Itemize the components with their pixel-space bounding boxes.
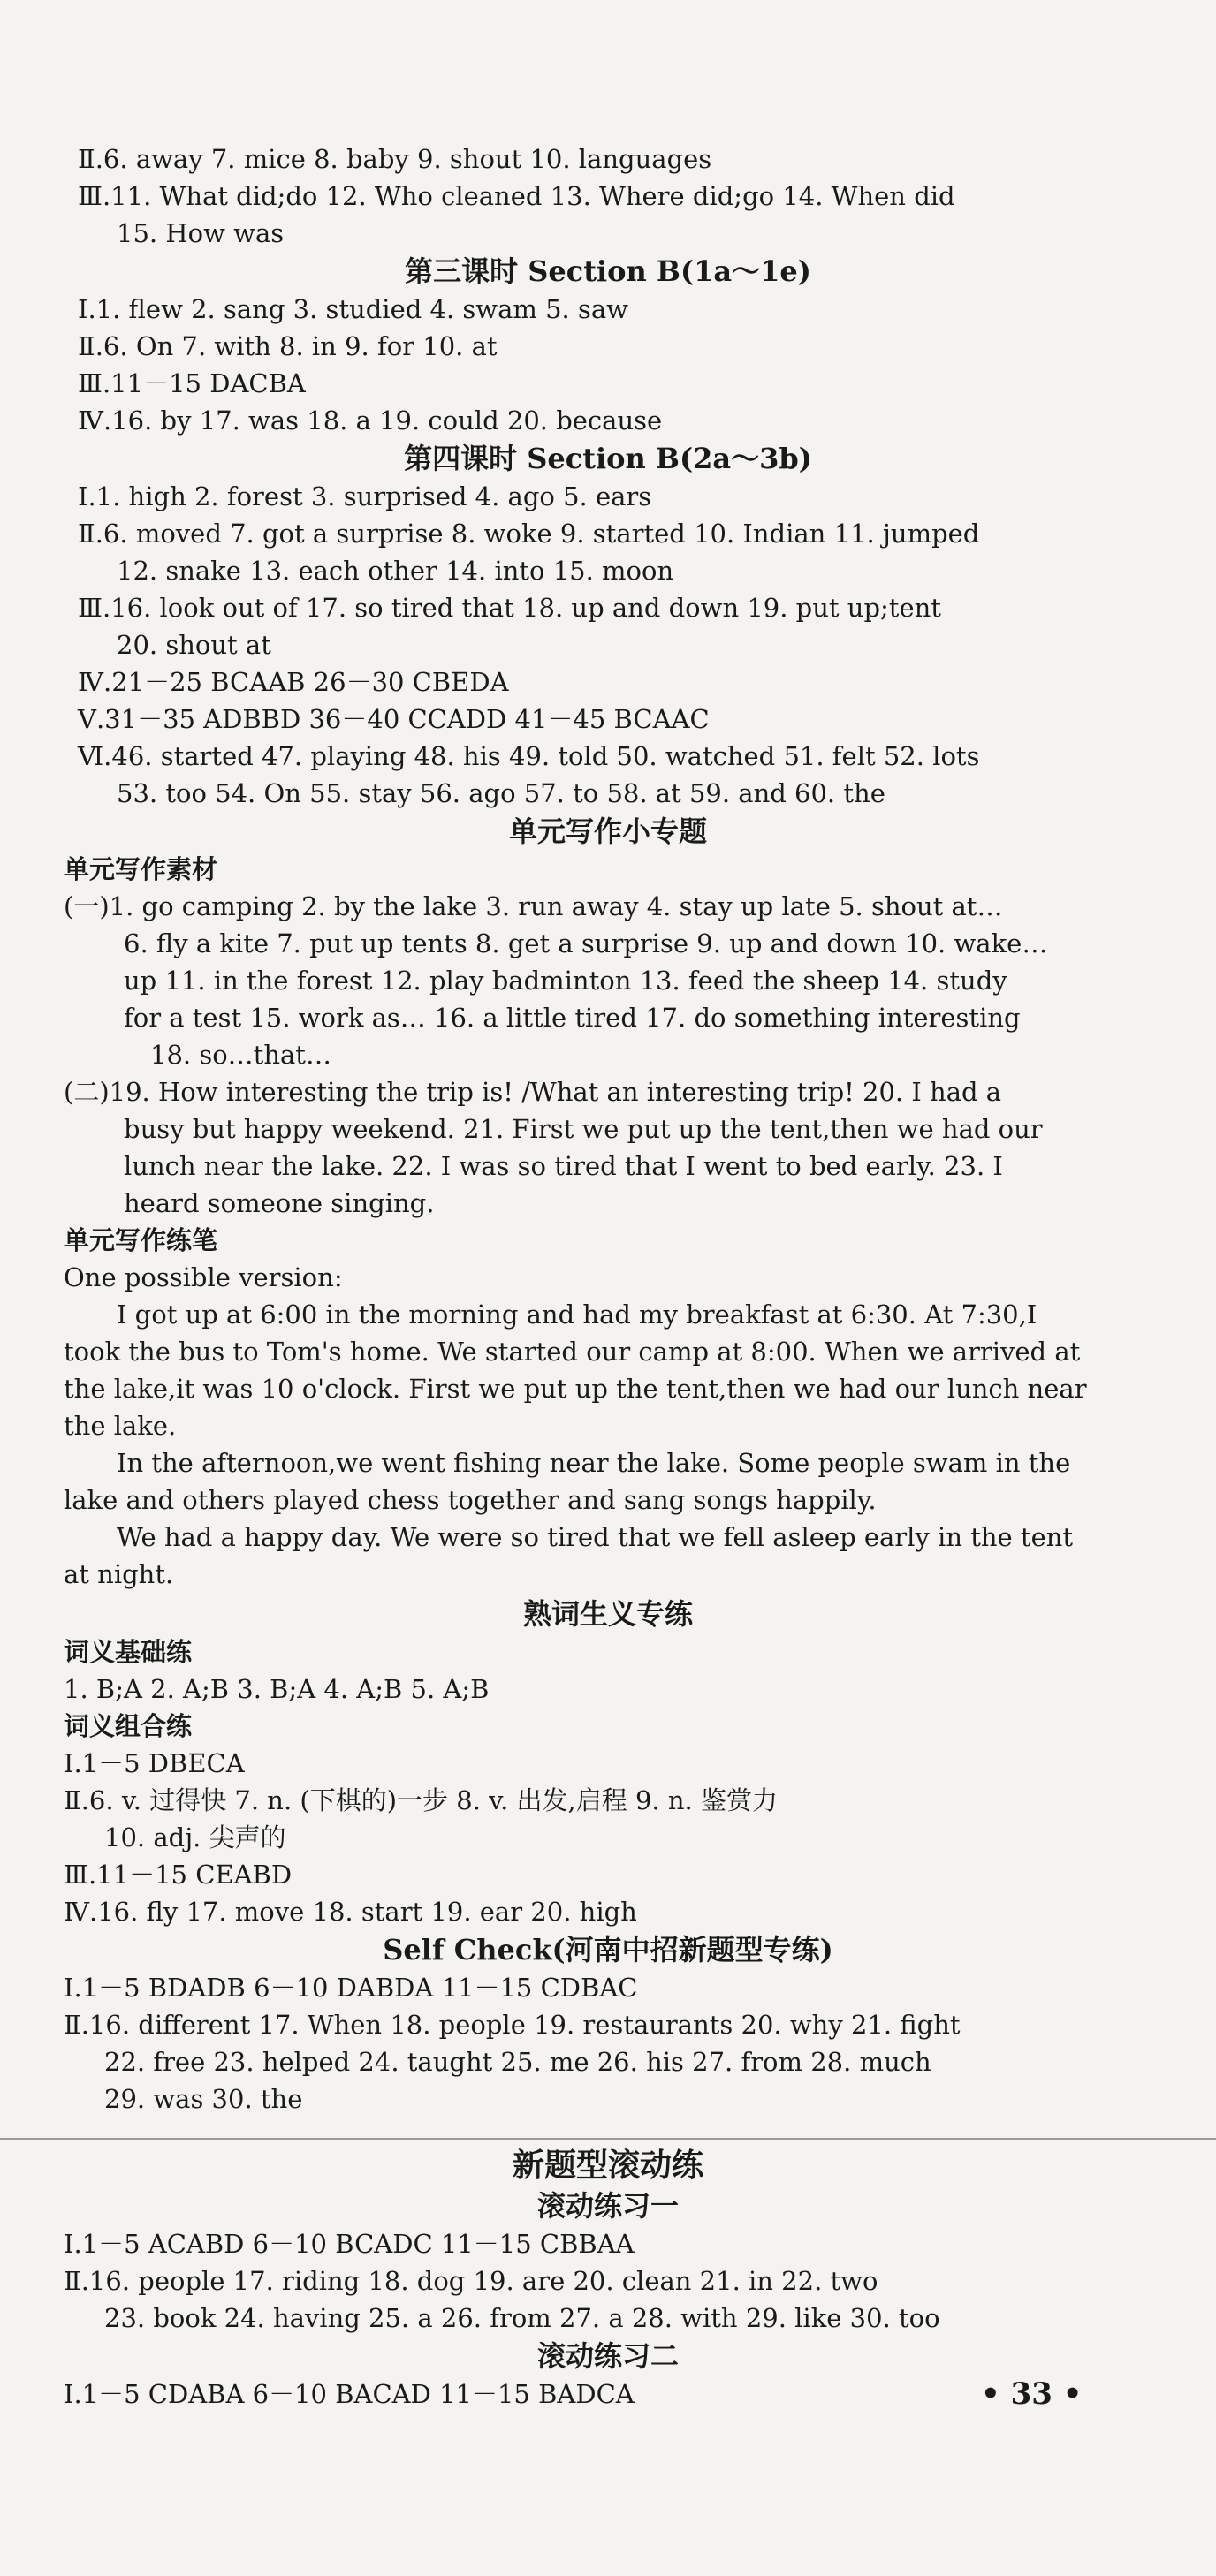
essay-line: at night. — [64, 1559, 174, 1589]
essay-line: the lake,it was 10 o'clock. First we put up the tent,then we had our lunch near — [64, 1374, 1087, 1404]
section-heading: Self Check(河南中招新题型专练) — [383, 1933, 833, 1966]
section-heading: 单元写作小专题 — [508, 814, 707, 848]
answer-line: 29. was 30. the — [104, 2084, 303, 2114]
answer-line: Ⅱ.16. different 17. When 18. people 19. restaurants 20. why 21. fight — [64, 2010, 961, 2040]
answer-line: 20. shout at — [117, 630, 271, 660]
answer-line: (二)19. How interesting the trip is! /What an interesting trip! 20. I had a — [64, 1077, 1002, 1107]
answer-line: (一)1. go camping 2. by the lake 3. run away 4. stay up late 5. shout at… — [64, 891, 1003, 921]
answer-line: Ⅱ.6. moved 7. got a surprise 8. woke 9. started 10. Indian 11. jumped — [78, 519, 980, 549]
answer-line: Ⅲ.11－15 DACBA — [78, 368, 306, 398]
answer-line: Ⅱ.16. people 17. riding 18. dog 19. are 20. clean 21. in 22. two — [64, 2266, 878, 2296]
section-heading: 新题型滚动练 — [512, 2147, 703, 2184]
subsection-heading: 词义基础练 — [64, 1637, 193, 1667]
answer-line: Ⅲ.16. look out of 17. so tired that 18. up and down 19. put up;tent — [78, 593, 941, 623]
essay-line: lake and others played chess together and sang songs happily. — [64, 1485, 877, 1515]
answer-line: Ⅰ.1－5 DBECA — [64, 1748, 245, 1778]
answer-line: heard someone singing. — [124, 1188, 435, 1218]
subsection-heading: 单元写作练笔 — [64, 1225, 218, 1255]
section-heading: 第三课时 Section B(1a～1e) — [405, 254, 811, 288]
answer-line: Ⅰ.1－5 CDABA 6－10 BACAD 11－15 BADCA — [64, 2379, 635, 2409]
answer-line: Ⅱ.6. away 7. mice 8. baby 9. shout 10. languages — [78, 144, 712, 174]
essay-line: In the afternoon,we went fishing near the lake. Some people swam in the — [117, 1448, 1071, 1478]
answer-line: Ⅵ.46. started 47. playing 48. his 49. told 50. watched 51. felt 52. lots — [78, 741, 980, 771]
section-heading: 熟词生义专练 — [522, 1597, 693, 1631]
answer-line: 15. How was — [117, 218, 285, 248]
section-heading: 滚动练习二 — [536, 2339, 679, 2373]
answer-line: Ⅳ.21－25 BCAAB 26－30 CBEDA — [78, 667, 509, 697]
answer-line: Ⅰ.1－5 BDADB 6－10 DABDA 11－15 CDBAC — [64, 1973, 638, 2003]
essay-line: I got up at 6:00 in the morning and had my breakfast at 6:30. At 7:30,I — [117, 1299, 1037, 1330]
answer-line: Ⅰ.1－5 ACABD 6－10 BCADC 11－15 CBBAA — [64, 2229, 635, 2259]
answer-line: Ⅰ.1. flew 2. sang 3. studied 4. swam 5. saw — [78, 294, 628, 324]
answer-line: 10. adj. 尖声的 — [104, 1822, 286, 1852]
essay-line: We had a happy day. We were so tired that we fell asleep early in the tent — [117, 1522, 1074, 1552]
subsection-heading: 词义组合练 — [64, 1711, 193, 1741]
essay-line: One possible version: — [64, 1262, 343, 1292]
answer-line: 53. too 54. On 55. stay 56. ago 57. to 58. at 59. and 60. the — [117, 778, 885, 808]
answer-line: Ⅱ.6. On 7. with 8. in 9. for 10. at — [78, 331, 498, 361]
answer-line: 6. fly a kite 7. put up tents 8. get a surprise 9. up and down 10. wake… — [124, 928, 1048, 958]
answer-line: up 11. in the forest 12. play badminton 13. feed the sheep 14. study — [124, 966, 1007, 996]
answer-line: 12. snake 13. each other 14. into 15. moon — [117, 556, 674, 586]
page-number: • 33 • — [981, 2376, 1083, 2412]
answer-line: Ⅳ.16. by 17. was 18. a 19. could 20. because — [78, 405, 663, 436]
answer-line: Ⅰ.1. high 2. forest 3. surprised 4. ago 5. ears — [78, 481, 652, 511]
answer-line: 1. B;A 2. A;B 3. B;A 4. A;B 5. A;B — [64, 1674, 490, 1704]
essay-line: the lake. — [64, 1411, 177, 1441]
answer-line: busy but happy weekend. 21. First we put up the tent,then we had our — [124, 1114, 1043, 1144]
answer-line: lunch near the lake. 22. I was so tired that I went to bed early. 23. I — [124, 1151, 1003, 1181]
answer-line: Ⅳ.16. fly 17. move 18. start 19. ear 20. high — [64, 1897, 637, 1927]
essay-line: took the bus to Tom's home. We started our camp at 8:00. When we arrived at — [64, 1337, 1081, 1367]
section-heading: 第四课时 Section B(2a～3b) — [404, 442, 812, 475]
answer-line: Ⅲ.11. What did;do 12. Who cleaned 13. Where did;go 14. When did — [78, 181, 955, 211]
answer-line: Ⅱ.6. v. 过得快 7. n. (下棋的)一步 8. v. 出发,启程 9. n. 鉴赏力 — [64, 1785, 778, 1815]
answer-line: Ⅴ.31－35 ADBBD 36－40 CCADD 41－45 BCAAC — [78, 704, 710, 734]
answer-line: 18. so…that… — [150, 1040, 331, 1070]
answer-line: 22. free 23. helped 24. taught 25. me 26. his 27. from 28. much — [104, 2047, 931, 2077]
answer-line: 23. book 24. having 25. a 26. from 27. a 28. with 29. like 30. too — [104, 2303, 940, 2333]
section-divider — [0, 2138, 1216, 2140]
section-heading: 滚动练习一 — [536, 2189, 679, 2223]
answer-line: Ⅲ.11－15 CEABD — [64, 1860, 293, 1890]
subsection-heading: 单元写作素材 — [64, 854, 218, 884]
answer-line: for a test 15. work as… 16. a little tired 17. do something interesting — [124, 1003, 1021, 1033]
